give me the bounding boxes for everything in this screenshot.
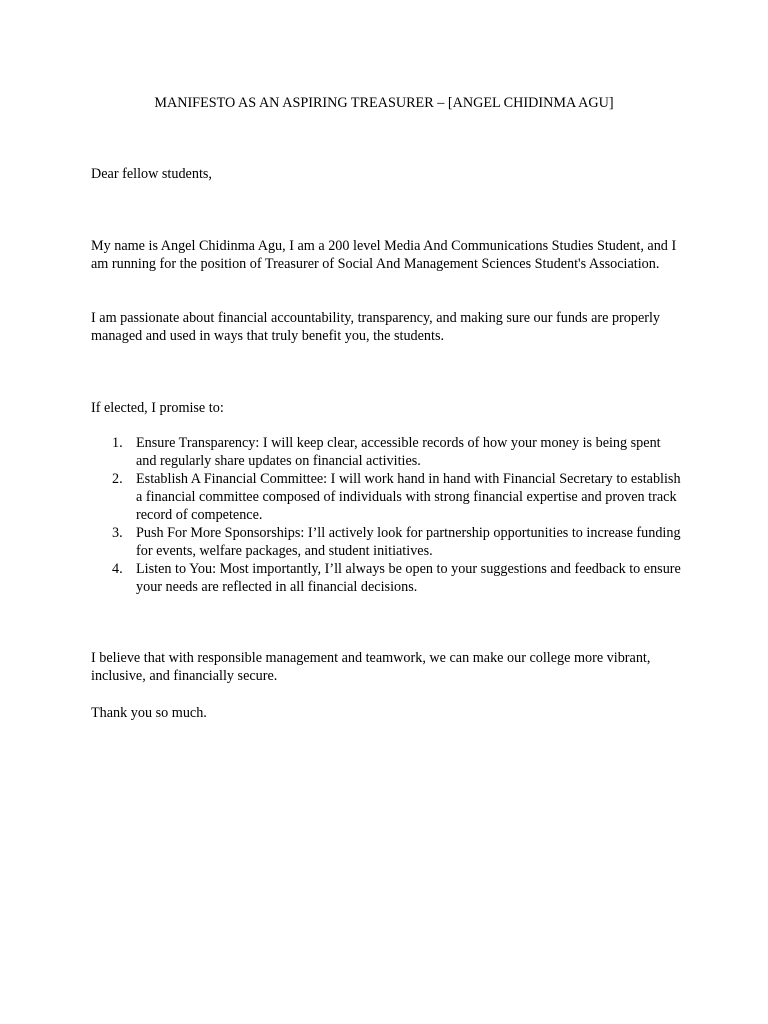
closing-paragraph: I believe that with responsible management and teamwork, we can make our college more vibrant, inclusive, and financially secure.	[91, 650, 651, 684]
promise-number: 1.	[112, 435, 123, 451]
promise-text: Listen to You: Most importantly, I’ll always be open to your suggestions and feedback to ensure your needs are reflected in all financial decisions.	[136, 561, 681, 595]
intro-paragraph: My name is Angel Chidinma Agu, I am a 200 level Media And Communications Studies Student, and I am running for the position of Treasurer of Social And Management Sciences Student's Association.	[91, 238, 677, 272]
promise-item	[112, 524, 681, 560]
promise-text: Ensure Transparency: I will keep clear, accessible records of how your money is being spent and regularly share updates on financial activities.	[136, 435, 661, 469]
promise-number: 3.	[112, 525, 123, 541]
promise-number: 2.	[112, 471, 123, 487]
salutation: Dear fellow students,	[91, 166, 212, 182]
thanks-line: Thank you so much.	[91, 705, 207, 721]
promise-item	[112, 434, 681, 470]
promise-lead: If elected, I promise to:	[91, 400, 224, 416]
promise-item	[112, 470, 681, 524]
promise-number: 4.	[112, 561, 123, 577]
passion-paragraph: I am passionate about financial accountability, transparency, and making sure our funds are properly managed and used in ways that truly benefit you, the students.	[91, 310, 661, 344]
promise-text: Push For More Sponsorships: I’ll actively look for partnership opportunities to increase funding for events, welfare packages, and student initiatives.	[136, 525, 681, 559]
document-title: MANIFESTO AS AN ASPIRING TREASURER – [ANGEL CHIDINMA AGU]	[154, 95, 614, 111]
promise-item	[112, 560, 681, 596]
promise-text: Establish A Financial Committee: I will work hand in hand with Financial Secretary to establish a financial committee composed of individuals with strong financial expertise and proven track record of competence.	[136, 471, 681, 523]
promise-list	[91, 434, 681, 596]
